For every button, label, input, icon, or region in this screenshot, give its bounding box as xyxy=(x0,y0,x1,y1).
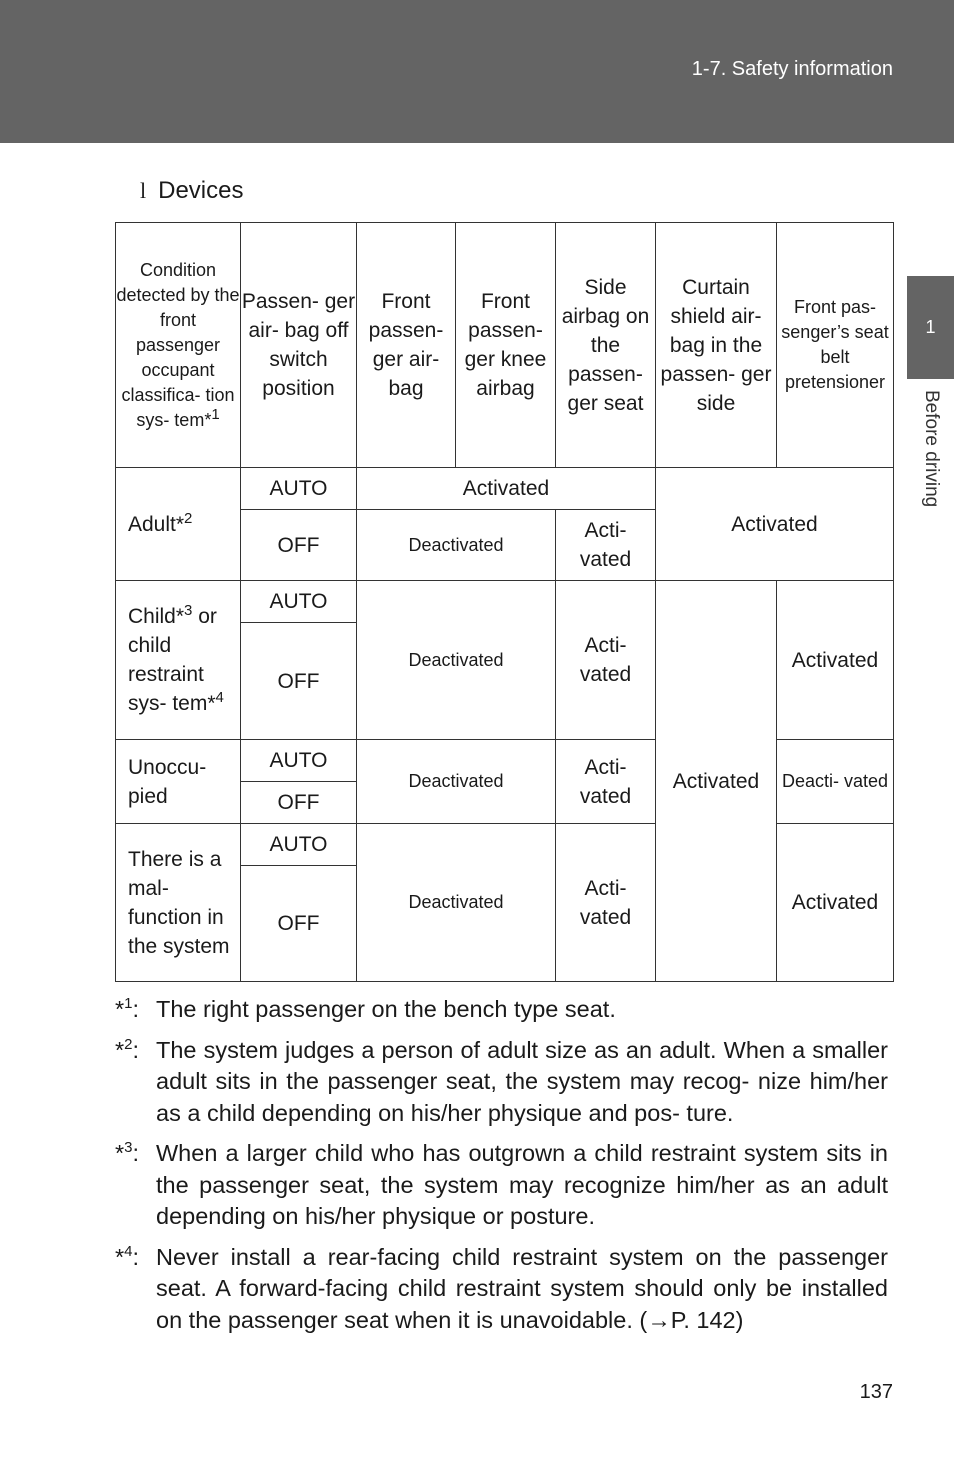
section-title: 1-7. Safety information xyxy=(691,58,893,80)
table-row xyxy=(116,581,894,623)
switch-off: OFF xyxy=(241,623,357,740)
devices-heading xyxy=(140,177,243,205)
condition-unoccupied: Unoccu- pied xyxy=(116,740,241,824)
page-header xyxy=(0,0,954,143)
header-side-airbag: Side airbag on the passen- ger seat xyxy=(556,223,656,468)
status-activated: Acti- vated xyxy=(556,510,656,581)
footnote-text: The system judges a person of adult size as an adult. When a smaller adult sits in the passenger seat, the system may recog- nize him/her as a child depending on his/her physique and pos- ture. xyxy=(156,1036,888,1126)
table-row xyxy=(116,468,894,510)
footnote: *$^2$: The system judges a person of adult size as an adult. When a smaller adult sits in the passenger seat, the system may recog- nize him/her as a child depending on his/her physique and pos- ture. xyxy=(115,1035,888,1130)
airbag-status-table xyxy=(115,222,894,982)
header-switch-position: Passen- ger air- bag off switch position xyxy=(241,223,357,468)
footnote-text: When a larger child who has outgrown a child restraint system sits in the passenger seat, the system may recognize him/her as an adult depending on his/her physique or posture. xyxy=(156,1140,888,1229)
status-activated: Acti- vated xyxy=(556,581,656,740)
devices-title: Devices xyxy=(158,177,244,204)
table-row xyxy=(116,740,894,782)
chapter-number: 1 xyxy=(925,317,936,337)
condition-child: Child*$^3$ or child restraint sys- tem*$^4$ xyxy=(116,581,241,740)
header-curtain-airbag: Curtain shield air- bag in the passen- ger side xyxy=(656,223,777,468)
status-activated: Acti- vated xyxy=(556,740,656,824)
table-header-row xyxy=(116,223,894,468)
header-condition: Condition detected by the front passenger occupant classifica- tion sys- tem*$^1$ xyxy=(116,223,241,468)
status-activated: Activated xyxy=(357,468,656,510)
table-row xyxy=(116,824,894,866)
switch-auto: AUTO xyxy=(241,468,357,510)
condition-adult: Adult*$^2$ xyxy=(116,468,241,581)
switch-off: OFF xyxy=(241,782,357,824)
chapter-label: Before driving xyxy=(921,390,942,508)
status-activated: Activated xyxy=(656,581,777,982)
footnote: *$^4$: Never install a rear-facing child restraint system on the passenger seat. A forward-facing child restraint system should only be installed on the passenger seat when it is unavoidable. (→P. 142) xyxy=(115,1242,888,1337)
switch-auto: AUTO xyxy=(241,581,357,623)
switch-off: OFF xyxy=(241,866,357,982)
footnote: *$^3$: When a larger child who has outgrown a child restraint system sits in the passenger seat, the system may recognize him/her as an adult depending on his/her physique or posture. xyxy=(115,1138,888,1233)
status-activated: Activated xyxy=(777,824,894,982)
status-deactivated: Deactivated xyxy=(357,740,556,824)
header-pretensioner: Front pas- senger’s seat belt pretensioner xyxy=(777,223,894,468)
bullet-icon: l xyxy=(140,178,147,203)
status-deactivated: Deactivated xyxy=(357,510,556,581)
status-activated: Acti- vated xyxy=(556,824,656,982)
page-number: 137 xyxy=(859,1381,893,1403)
footnotes xyxy=(115,994,888,1345)
switch-auto: AUTO xyxy=(241,824,357,866)
condition-malfunction: There is a mal- function in the system xyxy=(116,824,241,982)
status-deactivated: Deactivated xyxy=(357,581,556,740)
status-deactivated: Deactivated xyxy=(357,824,556,982)
footnote-text: Never install a rear-facing child restraint system on the passenger seat. A forward-facing child restraint system should only be installed on the passenger seat when it is unavoidable. (→P. 142) xyxy=(156,1243,888,1333)
status-deactivated: Deacti- vated xyxy=(777,740,894,824)
chapter-tab xyxy=(907,276,954,379)
switch-off: OFF xyxy=(241,510,357,581)
switch-auto: AUTO xyxy=(241,740,357,782)
status-activated: Activated xyxy=(777,581,894,740)
footnote: *$^1$: The right passenger on the bench type seat. xyxy=(115,994,888,1026)
header-front-airbag: Front passen- ger air- bag xyxy=(357,223,456,468)
status-activated: Activated xyxy=(656,468,894,581)
header-knee-airbag: Front passen- ger knee airbag xyxy=(456,223,556,468)
footnote-text: The right passenger on the bench type seat. xyxy=(156,996,616,1022)
